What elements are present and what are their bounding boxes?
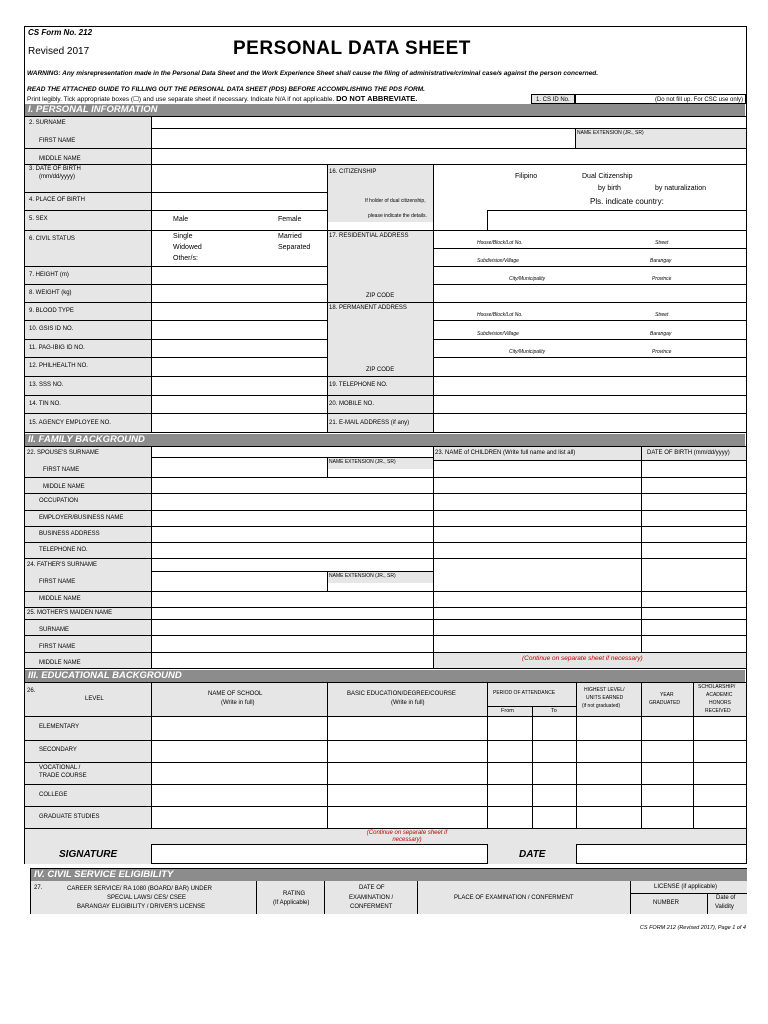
revised-label: Revised 2017 bbox=[28, 46, 90, 57]
cs-id-label: 1. CS ID No. bbox=[536, 97, 570, 103]
permanent-address-label: 18. PERMANENT ADDRESS bbox=[329, 305, 407, 311]
education-level-header: LEVEL bbox=[85, 696, 104, 702]
dob-format-label: (mm/dd/yyyy) bbox=[39, 174, 75, 180]
section-personal-information: I. PERSONAL INFORMATION bbox=[25, 104, 745, 116]
spouse-telephone-label: TELEPHONE NO. bbox=[39, 547, 88, 553]
residential-zipcode-label: ZIP CODE bbox=[366, 293, 395, 299]
business-address-label: BUSINESS ADDRESS bbox=[39, 531, 100, 537]
license-validity-header-1: Date of bbox=[716, 895, 736, 901]
civil-single-option[interactable]: Single bbox=[173, 233, 193, 240]
res-house-label: House/Block/Lot No. bbox=[477, 240, 523, 246]
mother-first-name-label: FIRST NAME bbox=[39, 644, 76, 650]
career-service-header-2: SPECIAL LAWS/ CES/ CSEE bbox=[107, 895, 186, 901]
page-title: PERSONAL DATA SHEET bbox=[233, 38, 471, 59]
sss-label: 13. SSS NO. bbox=[29, 382, 64, 388]
civil-married-option[interactable]: Married bbox=[278, 233, 302, 240]
print-legibly-text: Print legibly. Tick appropriate boxes (☐) and use separate sheet if necessary. Indicate N/A if not applicable. DO NOT ABBREVIATE. bbox=[27, 94, 418, 103]
period-header: PERIOD OF ATTENDANCE bbox=[493, 690, 556, 696]
residential-address-label: 17. RESIDENTIAL ADDRESS bbox=[329, 233, 409, 239]
course-subheader: (Write in full) bbox=[391, 700, 425, 706]
exam-place-header: PLACE OF EXAMINATION / CONFERMENT bbox=[454, 895, 574, 901]
address-label-cell bbox=[327, 230, 433, 376]
sex-label: 5. SEX bbox=[29, 216, 48, 222]
father-middle-name-label: MIDDLE NAME bbox=[39, 596, 81, 602]
res-city-label: City/Municipality bbox=[509, 276, 546, 282]
honors-header-3: HONORS bbox=[709, 700, 731, 706]
surname-label: 2. SURNAME bbox=[29, 120, 66, 126]
indicate-country-label: Pls. indicate country: bbox=[590, 197, 664, 206]
rating-header-2: (If Applicable) bbox=[273, 900, 310, 906]
pagibig-label: 11. PAG-IBIG ID NO. bbox=[29, 345, 85, 351]
highest-level-header-3: (if not graduated) bbox=[582, 703, 621, 709]
spouse-name-extension-label: NAME EXTENSION (JR., SR) bbox=[329, 459, 396, 465]
perm-province-label: Province bbox=[652, 349, 672, 355]
first-name-label: FIRST NAME bbox=[39, 138, 76, 144]
mother-middle-name-label: MIDDLE NAME bbox=[39, 660, 81, 666]
civil-service-item-number: 27. bbox=[34, 885, 43, 891]
education-row-college: COLLEGE bbox=[39, 792, 68, 798]
tin-label: 14. TIN NO. bbox=[29, 401, 61, 407]
dual-by-birth-option[interactable]: by birth bbox=[598, 185, 621, 192]
mother-maiden-name-label: 25. MOTHER'S MAIDEN NAME bbox=[27, 610, 113, 616]
exam-date-header-1: DATE OF bbox=[359, 885, 385, 891]
date-field[interactable] bbox=[577, 845, 745, 863]
form-number: CS Form No. 212 bbox=[28, 28, 93, 37]
school-name-subheader: (Write in full) bbox=[221, 700, 255, 706]
section-civil-service-eligibility: IV. CIVIL SERVICE ELIGIBILITY bbox=[31, 869, 747, 881]
philhealth-label: 12. PHILHEALTH NO. bbox=[29, 363, 88, 369]
spouse-surname-label: 22. SPOUSE'S SURNAME bbox=[27, 450, 99, 456]
res-barangay-label: Barangay bbox=[650, 258, 672, 264]
education-row-elementary: ELEMENTARY bbox=[39, 724, 80, 730]
middle-name-label: MIDDLE NAME bbox=[39, 156, 81, 162]
exam-date-header-3: CONFERMENT bbox=[350, 904, 393, 910]
education-item-number: 26. bbox=[27, 688, 36, 694]
dual-note-1: If holder of dual citizenship, bbox=[365, 198, 426, 204]
spouse-middle-name-label: MIDDLE NAME bbox=[43, 484, 85, 490]
education-row-vocational: VOCATIONAL / bbox=[39, 765, 81, 771]
spouse-first-name-label: FIRST NAME bbox=[43, 467, 80, 473]
perm-barangay-label: Barangay bbox=[650, 331, 672, 337]
height-label: 7. HEIGHT (m) bbox=[29, 272, 69, 278]
date-label: DATE bbox=[519, 849, 546, 860]
pob-label: 4. PLACE OF BIRTH bbox=[29, 197, 85, 203]
education-level-column bbox=[25, 716, 151, 828]
res-province-label: Province bbox=[652, 276, 672, 282]
father-name-extension-label: NAME EXTENSION (JR., SR) bbox=[329, 573, 396, 579]
education-continue-note-2: necessary) bbox=[392, 837, 422, 843]
page-footer: CS FORM 212 (Revised 2017), Page 1 of 4 bbox=[639, 925, 746, 931]
education-row-graduate-studies: GRADUATE STUDIES bbox=[39, 814, 100, 820]
gsis-label: 10. GSIS ID NO. bbox=[29, 326, 74, 332]
res-subdivision-label: Subdivision/Village bbox=[477, 258, 519, 264]
section-family-background: II. FAMILY BACKGROUND bbox=[25, 434, 745, 446]
education-row-secondary: SECONDARY bbox=[39, 747, 77, 753]
email-label: 21. E-MAIL ADDRESS (if any) bbox=[329, 420, 410, 426]
civil-status-label: 6. CIVIL STATUS bbox=[29, 236, 75, 242]
agency-no-label: 15. AGENCY EMPLOYEE NO. bbox=[29, 420, 111, 426]
perm-street-label: Street bbox=[655, 312, 669, 318]
education-continue-note-1: (Continue on separate sheet if bbox=[366, 830, 448, 836]
sex-male-option[interactable]: Male bbox=[173, 216, 189, 223]
father-first-name-label: FIRST NAME bbox=[39, 579, 76, 585]
highest-level-header-1: HIGHEST LEVEL/ bbox=[584, 687, 625, 693]
career-service-header-1: CAREER SERVICE/ RA 1080 (BOARD/ BAR) UNDER bbox=[67, 886, 212, 892]
education-header-row bbox=[25, 682, 746, 716]
cs-id-field[interactable] bbox=[575, 94, 746, 104]
mother-surname-label: SURNAME bbox=[39, 627, 70, 633]
education-row-trade-course: TRADE COURSE bbox=[39, 773, 87, 779]
signature-field[interactable] bbox=[152, 845, 486, 863]
signature-label: SIGNATURE bbox=[59, 849, 118, 860]
dual-by-naturalization-option[interactable]: by naturalization bbox=[655, 185, 706, 192]
license-validity-header-2: Validity bbox=[715, 904, 734, 910]
highest-level-header-2: UNITS EARNED bbox=[586, 695, 624, 701]
read-guide-text: READ THE ATTACHED GUIDE TO FILLING OUT THE PERSONAL DATA SHEET (PDS) BEFORE ACCOMPLISHING THE PDS FORM. bbox=[27, 86, 425, 93]
civil-service-block bbox=[30, 868, 747, 914]
dob-label: 3. DATE OF BIRTH bbox=[29, 166, 81, 172]
citizenship-dual-option[interactable]: Dual Citizenship bbox=[582, 173, 633, 180]
civil-widowed-option[interactable]: Widowed bbox=[173, 244, 202, 251]
children-header: 23. NAME of CHILDREN (Write full name and list all) bbox=[435, 450, 576, 456]
period-from-header: From bbox=[501, 708, 514, 714]
name-extension-label: NAME EXTENSION (JR., SR) bbox=[577, 130, 644, 136]
employer-label: EMPLOYER/BUSINESS NAME bbox=[39, 515, 124, 521]
telephone-label: 19. TELEPHONE NO. bbox=[329, 382, 388, 388]
pds-page bbox=[24, 26, 747, 864]
civil-others-option[interactable]: Other/s: bbox=[173, 255, 198, 262]
res-street-label: Street bbox=[655, 240, 669, 246]
course-header: BASIC EDUCATION/DEGREE/COURSE bbox=[347, 691, 456, 697]
cs-id-label-cell bbox=[531, 94, 575, 104]
father-surname-label: 24. FATHER'S SURNAME bbox=[27, 562, 98, 568]
license-number-header: NUMBER bbox=[653, 900, 680, 906]
mobile-label: 20. MOBILE NO. bbox=[329, 401, 375, 407]
section-educational-background: III. EDUCATIONAL BACKGROUND bbox=[25, 670, 745, 682]
family-continue-note: (Continue on separate sheet if necessary) bbox=[522, 655, 643, 662]
csc-note: (Do not fill up. For CSC use only) bbox=[654, 97, 743, 103]
perm-city-label: City/Municipality bbox=[509, 349, 546, 355]
citizenship-label: 16. CITIZENSHIP bbox=[329, 169, 377, 175]
occupation-label: OCCUPATION bbox=[39, 498, 79, 504]
year-graduated-header-2: GRADUATED bbox=[649, 700, 681, 706]
school-name-header: NAME OF SCHOOL bbox=[208, 691, 263, 697]
civil-separated-option[interactable]: Separated bbox=[278, 244, 311, 251]
permanent-zipcode-label: ZIP CODE bbox=[366, 367, 395, 373]
license-header: LICENSE (if applicable) bbox=[654, 884, 718, 890]
rating-header-1: RATING bbox=[283, 891, 306, 897]
dual-note-2: please indicate the details. bbox=[368, 213, 427, 219]
sex-female-option[interactable]: Female bbox=[278, 216, 302, 223]
perm-subdivision-label: Subdivision/Village bbox=[477, 331, 519, 337]
warning-text: WARNING: Any misrepresentation made in the Personal Data Sheet and the Work Experience Sheet shall cause the filing of administrative/criminal case/s against the person concerned. bbox=[27, 70, 599, 77]
children-dob-header: DATE OF BIRTH (mm/dd/yyyy) bbox=[647, 450, 730, 456]
citizenship-filipino-option[interactable]: Filipino bbox=[515, 173, 538, 180]
exam-date-header-2: EXAMINATION / bbox=[349, 895, 394, 901]
year-graduated-header-1: YEAR bbox=[660, 692, 674, 698]
blood-type-label: 9. BLOOD TYPE bbox=[29, 308, 74, 314]
career-service-header-3: BARANGAY ELIGIBILITY / DRIVER'S LICENSE bbox=[77, 904, 206, 910]
perm-house-label: House/Block/Lot No. bbox=[477, 312, 523, 318]
weight-label: 8. WEIGHT (kg) bbox=[29, 290, 72, 296]
honors-header-2: ACADEMIC bbox=[706, 692, 733, 698]
period-to-header: To bbox=[551, 708, 557, 714]
honors-header-4: RECEIVED bbox=[705, 708, 731, 714]
honors-header-1: SCHOLARSHIP/ bbox=[698, 684, 736, 690]
